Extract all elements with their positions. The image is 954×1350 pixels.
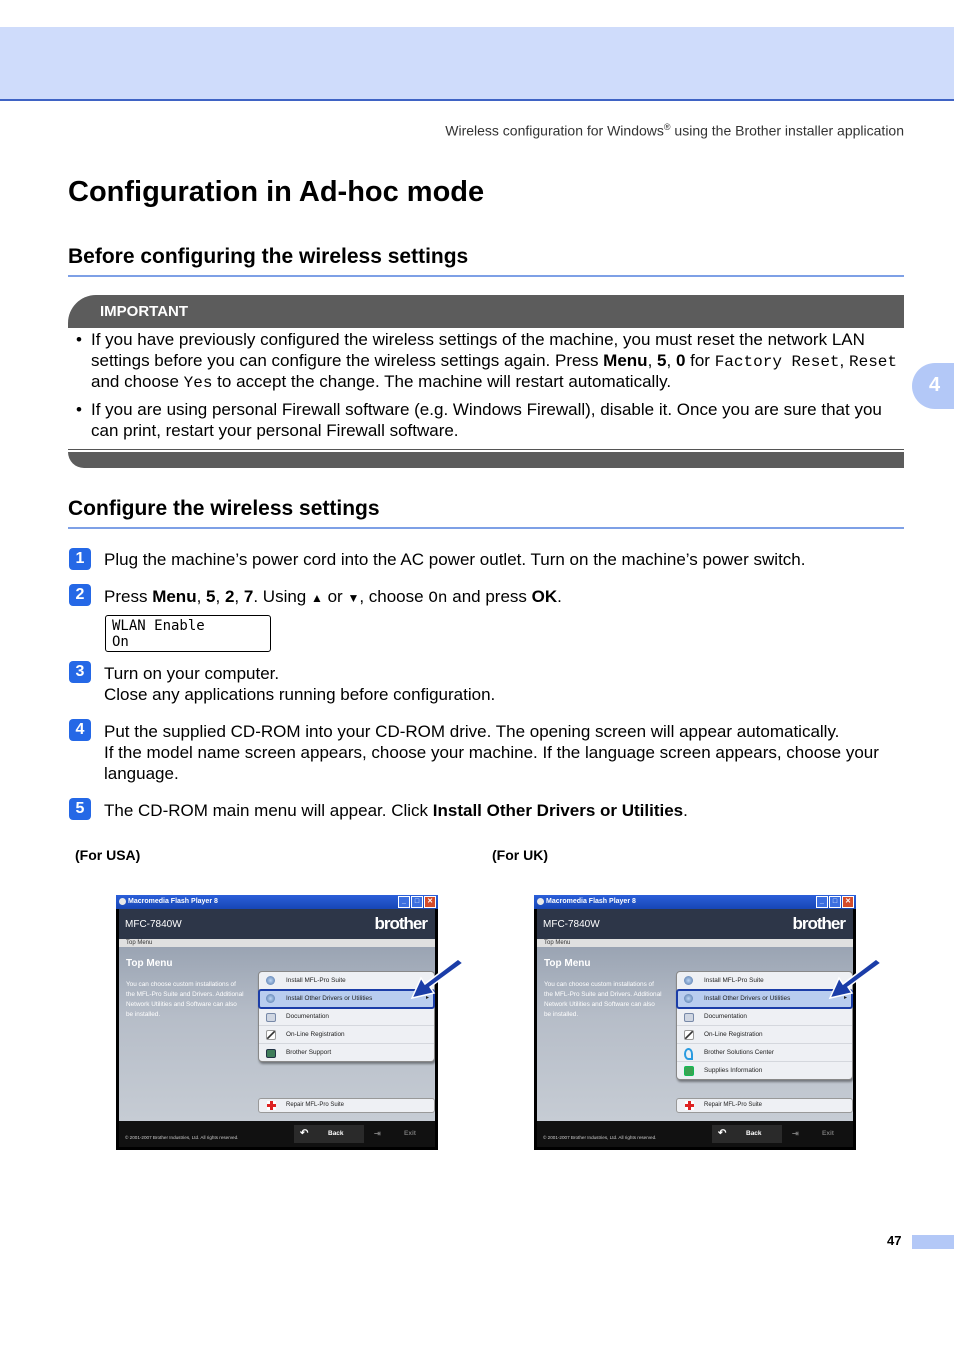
minimize-icon[interactable]: _ [398, 896, 410, 908]
running-head: Wireless configuration for Windows® using the Brother installer application [445, 122, 904, 139]
header-band [0, 27, 954, 101]
installer-footer [537, 1121, 853, 1147]
caption-uk: (For UK) [492, 847, 548, 863]
minimize-icon[interactable]: _ [816, 896, 828, 908]
caption-usa: (For USA) [75, 847, 141, 863]
copyright: © 2001-2007 Brother Industries, Ltd. All rights reserved. [125, 1135, 239, 1140]
flash-icon [537, 898, 544, 905]
window-titlebar: Macromedia Flash Player 8 _ □ ✕ [534, 895, 856, 909]
page-title: Configuration in Ad-hoc mode [68, 176, 485, 208]
menu-title: Top Menu [126, 958, 173, 969]
section-rule [68, 527, 904, 529]
installer-header [119, 909, 435, 939]
maximize-icon[interactable]: □ [829, 896, 841, 908]
menu-item-install-other-drivers[interactable]: Install Other Drivers or Utilities ▸ [259, 990, 434, 1008]
important-bullet-1: If you have previously configured the wireless settings of the machine, you must reset the network LAN settings before you can configure the wireless settings again. Press Menu, 5, 0 for Factory Reset, Reset and choose Yes to accept the change. The machine will restart automatically. [91, 330, 898, 392]
step-number-1: 1 [69, 548, 91, 570]
pen-icon [266, 1030, 276, 1040]
menu-item-documentation[interactable]: Documentation [677, 1008, 852, 1026]
swirl-icon [684, 1048, 693, 1060]
menu-item-install-mfl-pro[interactable]: Install MFL-Pro Suite [677, 972, 852, 990]
pointer-arrow-icon [408, 957, 468, 1003]
cd-icon [266, 976, 275, 985]
chevron-right-icon: ▸ [425, 995, 429, 1001]
important-bullet-2: If you are using personal Firewall software (e.g. Windows Firewall), disable it. Once you are sure that you can print, restart your personal Firewall software. [91, 400, 882, 440]
document-icon [266, 1013, 276, 1022]
step-number-4: 4 [69, 719, 91, 741]
step-2-text: Press Menu, 5, 2, 7. Using ▲ or ▼, choose On and press OK. [104, 587, 562, 607]
back-arrow-icon: ↶ [718, 1128, 727, 1139]
cd-icon [684, 976, 693, 985]
menu-item-brother-support[interactable]: Brother Support [259, 1044, 434, 1061]
model-name: MFC-7840W [125, 919, 182, 930]
installer-footer [119, 1121, 435, 1147]
menu-item-brother-solutions-center[interactable]: Brother Solutions Center [677, 1044, 852, 1062]
lcd-display: WLAN Enable On [105, 615, 271, 652]
close-icon[interactable]: ✕ [424, 896, 436, 908]
supplies-icon [684, 1066, 694, 1076]
installer-header [537, 909, 853, 939]
step-3-text: Turn on your computer. Close any applications running before configuration. [104, 664, 496, 704]
important-label: IMPORTANT [100, 303, 189, 320]
chevron-right-icon: ▸ [843, 995, 847, 1001]
important-bar [68, 295, 904, 328]
back-button[interactable]: ↶ Back [712, 1125, 782, 1143]
section-heading-configure: Configure the wireless settings [68, 497, 380, 520]
menu-item-supplies-information[interactable]: Supplies Information [677, 1062, 852, 1079]
step-number-5: 5 [69, 798, 91, 820]
step-number-2: 2 [69, 584, 91, 606]
support-icon [266, 1049, 276, 1058]
back-arrow-icon: ↶ [300, 1128, 309, 1139]
flash-icon [119, 898, 126, 905]
pen-icon [684, 1030, 694, 1040]
document-icon [684, 1013, 694, 1022]
breadcrumb: Top Menu [119, 939, 435, 947]
step-4-text: Put the supplied CD-ROM into your CD-ROM drive. The opening screen will appear automatically. If the model name screen appears, choose your machine. If the language screen appears, choose your language. [104, 722, 879, 783]
repair-button[interactable]: Repair MFL-Pro Suite [258, 1098, 435, 1113]
menu-item-install-mfl-pro[interactable]: Install MFL-Pro Suite [259, 972, 434, 990]
important-divider [68, 449, 904, 450]
section-heading-before: Before configuring the wireless settings [68, 245, 469, 268]
pointer-arrow-icon [826, 957, 886, 1003]
step-1-text: Plug the machine’s power cord into the AC power outlet. Turn on the machine’s power switch. [104, 550, 806, 569]
repair-cross-icon [267, 1101, 276, 1110]
repair-button[interactable]: Repair MFL-Pro Suite [676, 1098, 853, 1113]
menu-item-documentation[interactable]: Documentation [259, 1008, 434, 1026]
exit-button[interactable]: ⇥ Exit [786, 1125, 848, 1143]
menu-item-online-registration[interactable]: On-Line Registration [677, 1026, 852, 1044]
repair-cross-icon [685, 1101, 694, 1110]
down-arrow-icon: ▼ [347, 591, 360, 605]
window-titlebar: Macromedia Flash Player 8 _ □ ✕ [116, 895, 438, 909]
menu-description: You can choose custom installations of the MFL-Pro Suite and Drivers. Additional Network Utilities and Software can also be installed. [544, 981, 662, 1018]
exit-button[interactable]: ⇥ Exit [368, 1125, 430, 1143]
menu-item-install-other-drivers[interactable]: Install Other Drivers or Utilities ▸ [677, 990, 852, 1008]
menu-item-online-registration[interactable]: On-Line Registration [259, 1026, 434, 1044]
chapter-tab: 4 [912, 363, 954, 409]
maximize-icon[interactable]: □ [411, 896, 423, 908]
model-name: MFC-7840W [543, 919, 600, 930]
screenshot-usa [116, 895, 438, 1150]
bullet-mark: • [76, 400, 82, 419]
page-tab [912, 1235, 954, 1249]
installer-main [537, 947, 853, 1121]
step-5-text: The CD-ROM main menu will appear. Click Install Other Drivers or Utilities. [104, 801, 688, 820]
step-number-3: 3 [69, 661, 91, 683]
brother-logo: brother [374, 914, 427, 933]
back-button[interactable]: ↶ Back [294, 1125, 364, 1143]
screenshot-uk [534, 895, 856, 1150]
menu-description: You can choose custom installations of the MFL-Pro Suite and Drivers. Additional Network Utilities and Software can also be installed. [126, 981, 244, 1018]
brother-logo: brother [792, 914, 845, 933]
up-arrow-icon: ▲ [310, 591, 323, 605]
menu-title: Top Menu [544, 958, 591, 969]
cd-icon [684, 994, 693, 1003]
close-icon[interactable]: ✕ [842, 896, 854, 908]
exit-icon: ⇥ [374, 1129, 381, 1138]
copyright: © 2001-2007 Brother Industries, Ltd. All rights reserved. [543, 1135, 657, 1140]
breadcrumb: Top Menu [537, 939, 853, 947]
important-footer-bar [68, 452, 904, 468]
section-rule [68, 275, 904, 277]
bullet-mark: • [76, 330, 82, 349]
cd-icon [266, 994, 275, 1003]
page-number: 47 [887, 1233, 902, 1248]
installer-main [119, 947, 435, 1121]
exit-icon: ⇥ [792, 1129, 799, 1138]
